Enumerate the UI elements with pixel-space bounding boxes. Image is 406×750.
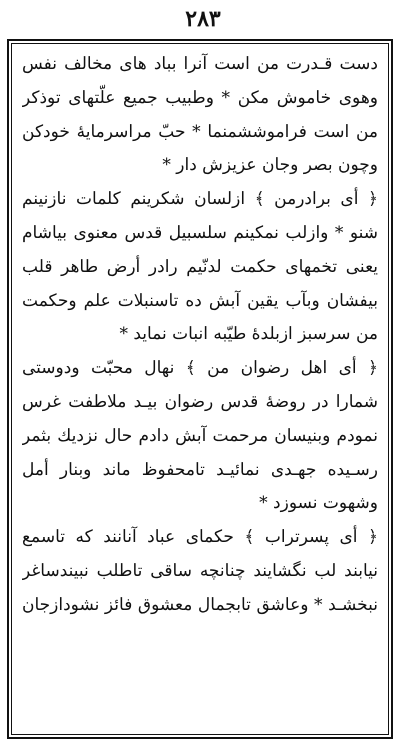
section-heading-line: ﴿ أی اهل رضوان من ﴾ نهال محبّت ودوستی (22, 358, 378, 379)
text-line: من سرسبز ازبلدهٔ طیّبه انبات نماید * (119, 324, 378, 345)
text-body (22, 48, 378, 730)
section-heading-line: ﴿ أی برادرمن ﴾ ازلسان شکرینم کلمات نازنینم (22, 189, 378, 210)
text-line: بیفشان وبآب یقین آبش ده تاسنبلات علم وحکمت (22, 290, 378, 311)
page-border (7, 39, 393, 739)
text-line: شمارا در روضهٔ قدس رضوان بیـد ملاطفت غرس (22, 391, 378, 412)
text-line: نبخشـد * وعاشق تابجمال معشوق فائز نشودازجان (22, 594, 378, 615)
text-line: رسـیده جهـدی نمائیـد تامحفوظ ماند وبنار أمل (22, 459, 378, 480)
text-line: نمودم وبنیسان مرحمت آبش دادم حال نزدیك بثمر (22, 425, 378, 446)
text-line: من است فراموششمنما * حبّ مراسرمایهٔ خودکن (22, 121, 378, 142)
page-inner-border (11, 43, 389, 735)
text-line: دست قـدرت من است آنرا بباد های مخالف نفس (22, 54, 378, 74)
text-line: وهوی خاموش مکن * وطبیب جمیع علّتهای توذکر (22, 87, 378, 108)
text-line: شنو * وازلب نمکینم سلسبیل قدس معنوی بیاشام (22, 222, 378, 243)
page-number: ۲۸۳ (185, 6, 221, 32)
text-line: نیابند لب نگشایند چنانچه ساقی تاطلب نبیندساغر (22, 560, 378, 581)
text-line: وشهوت نسوزد * (259, 493, 378, 514)
section-heading-line: ﴿ أی پسرتراب ﴾ حکمای عباد آنانند که تاسمع (22, 527, 378, 548)
text-line: یعنی تخمهای حکمت لدنّیم رادر أرض طاهر قلب (22, 256, 378, 277)
text-line: وچون بصر وجان عزیزش دار * (162, 155, 378, 176)
